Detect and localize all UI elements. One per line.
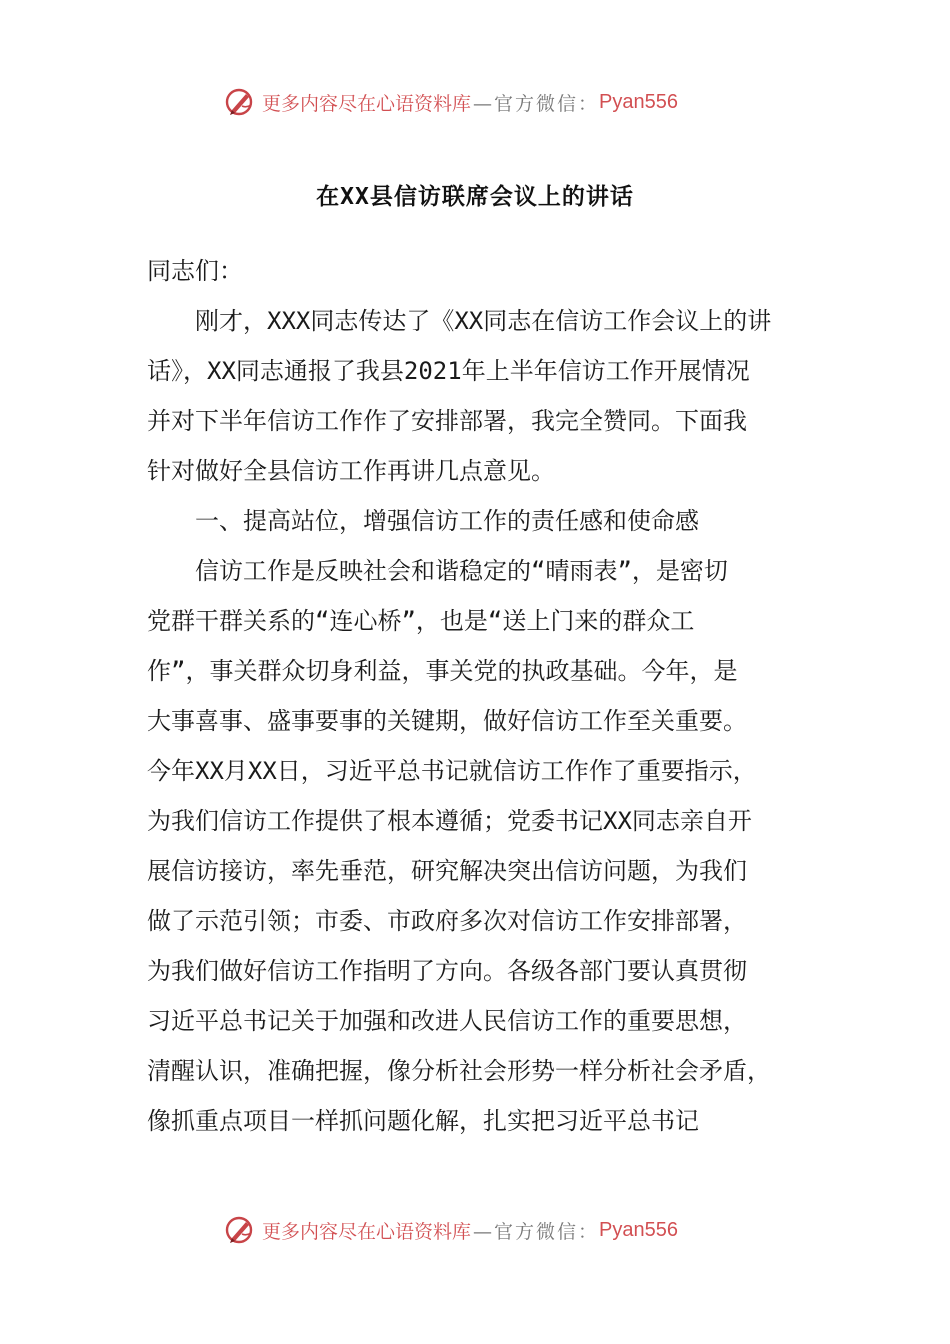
text-line: 习近平总书记关于加强和改进人民信访工作的重要思想，	[147, 1007, 747, 1035]
text-line: 针对做好全县信访工作再讲几点意见。	[147, 457, 555, 485]
document-title: 在XX县信访联席会议上的讲话	[316, 184, 634, 210]
text-line: 像抓重点项目一样抓问题化解，扎实把习近平总书记	[147, 1107, 699, 1135]
pen-logo-icon	[224, 1214, 256, 1246]
watermark-separator-text: —官方微信：	[473, 1220, 600, 1243]
watermark-banner-bottom	[224, 1213, 678, 1247]
text-line: 党群干群关系的“连心桥”，也是“送上门来的群众工	[147, 607, 695, 635]
watermark-wechat-id: Pyan556	[599, 90, 678, 113]
watermark-separator-text: —官方微信：	[473, 92, 600, 115]
watermark-brand-text: 更多内容尽在心语资料库	[262, 92, 472, 115]
greeting: 同志们：	[147, 257, 243, 285]
text-line: 做了示范引领；市委、市政府多次对信访工作安排部署，	[147, 907, 747, 935]
text-line: 今年XX月XX日，习近平总书记就信访工作作了重要指示，	[147, 757, 757, 785]
text-line: 作”，事关群众切身利益，事关党的执政基础。今年，是	[147, 657, 738, 685]
pen-logo-icon	[224, 86, 256, 118]
text-line: 信访工作是反映社会和谐稳定的“晴雨表”，是密切	[147, 557, 728, 585]
text-line: 刚才，XXX同志传达了《XX同志在信访工作会议上的讲	[147, 307, 772, 335]
text-line: 清醒认识，准确把握，像分析社会形势一样分析社会矛盾，	[147, 1057, 771, 1085]
watermark-banner-top	[224, 85, 678, 119]
body-paragraphs	[147, 296, 817, 1146]
text-line: 为我们信访工作提供了根本遵循；党委书记XX同志亲自开	[147, 807, 752, 835]
text-line: 话》，XX同志通报了我县2021年上半年信访工作开展情况	[147, 357, 750, 385]
text-line: 展信访接访，率先垂范，研究解决突出信访问题，为我们	[147, 857, 747, 885]
text-line: 并对下半年信访工作作了安排部署，我完全赞同。下面我	[147, 407, 747, 435]
watermark-brand-text: 更多内容尽在心语资料库	[262, 1220, 472, 1243]
text-line: 大事喜事、盛事要事的关键期，做好信访工作至关重要。	[147, 707, 747, 735]
watermark-wechat-id: Pyan556	[599, 1218, 678, 1241]
text-line: 为我们做好信访工作指明了方向。各级各部门要认真贯彻	[147, 957, 747, 985]
section-heading: 一、提高站位，增强信访工作的责任感和使命感	[147, 507, 699, 535]
